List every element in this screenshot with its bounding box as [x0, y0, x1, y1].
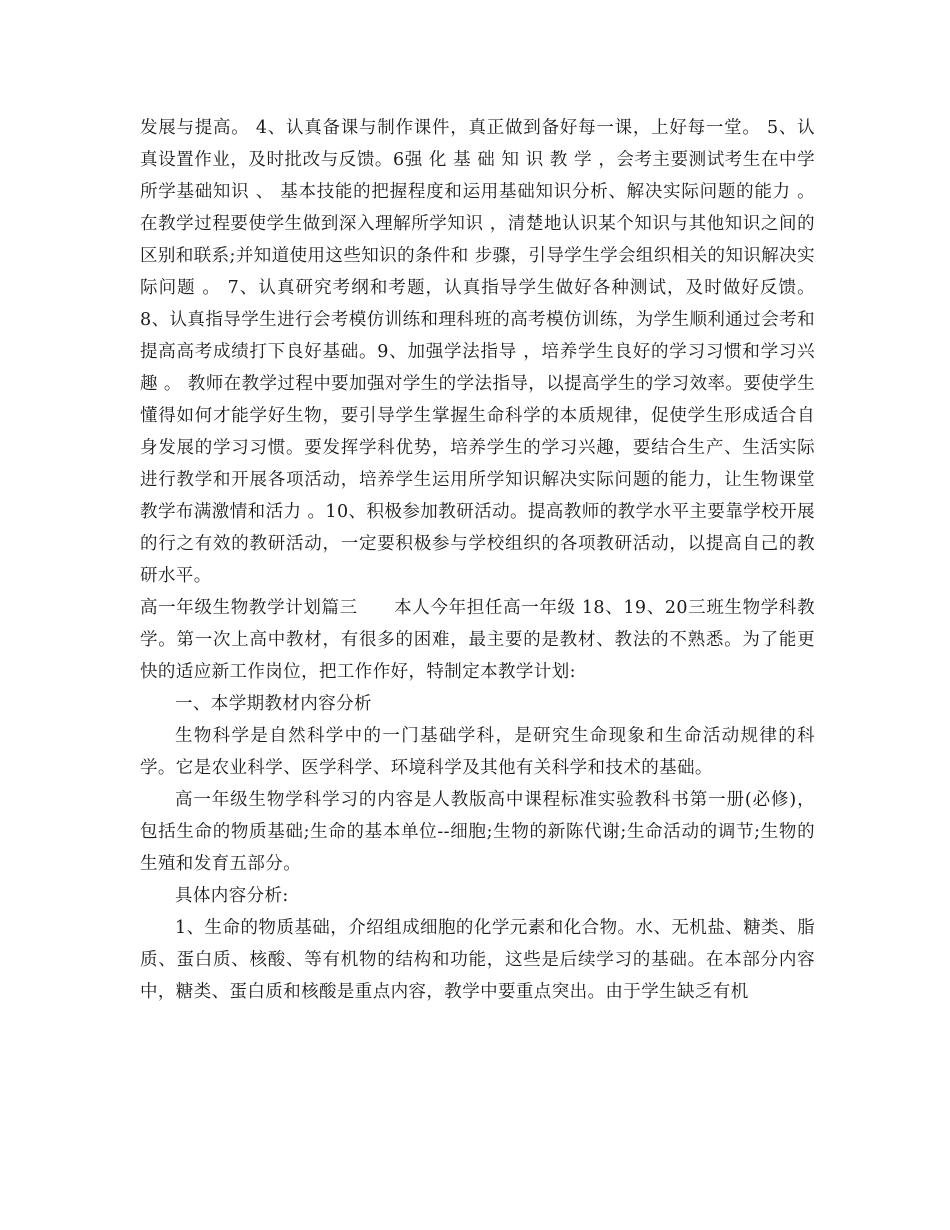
paragraph-specific-analysis-label: 具体内容分析: [175, 886, 289, 906]
paragraph-biology-science: 生物科学是自然科学中的一门基础学科，是研究生命现象和生命活动规律的科学。它是农业科学、医学科学、环境科学及其他有关科学和技术的基础。 [140, 726, 815, 778]
section-heading-textbook-analysis: 一、本学期教材内容分析 [175, 694, 372, 714]
document-body [140, 112, 815, 1008]
paragraph-plan-three-intro: 高一年级生物教学计划篇三 本人今年担任高一年级 18、19、20三班生物学科教学。第一次上高中教材，有很多的困难，最主要的是教材、教法的不熟悉。为了能更快的适应新工作岗位，把工作作好，特制定本教学计划: [140, 598, 815, 682]
paragraph-course-content: 高一年级生物学科学习的内容是人教版高中课程标准实验教科书第一册(必修)，包括生命的物质基础;生命的基本单位--细胞;生物的新陈代谢;生命活动的调节;生物的生殖和发育五部分。 [140, 790, 815, 874]
paragraph-continued-plan: 发展与提高。 4、认真备课与制作课件，真正做到备好每一课，上好每一堂。 5、认真设置作业，及时批改与反馈。6强 化 基 础 知 识 教 学 ，会考主要测试考生在中学所学基础知识 、 基本技能的把握程度和运用基础知识分析、解决实际问题的能力 。在教学过程要使学生做到深入理解所学知识 ，清楚地认识某个知识与其他知识之间的区别和联系;并知道使用这些知识的条件和 步骤，引导学生学会组织相关的知识解决实际问题 。 7、认真研究考纲和考题，认真指导学生做好各种测试，及时做好反馈。 8、认真指导学生进行会考模仿训练和理科班的高考模仿训练，为学生顺利通过会考和提高高考成绩打下良好基础。9、加强学法指导 ，培养学生良好的学习习惯和学习兴趣 。 教师在教学过程中要加强对学生的学法指导，以提高学生的学习效率。要使学生懂得如何才能学好生物，要引导学生掌握生命科学的本质规律，促使学生形成适合自身发展的学习习惯。要发挥学科优势，培养学生的学习兴趣，要结合生产、生活实际进行教学和开展各项活动，培养学生运用所学知识解决实际问题的能力，让生物课堂教学布满激情和活力 。10、积极参加教研活动。提高教师的教学水平主要靠学校开展的行之有效的教研活动，一定要积极参与学校组织的各项教研活动，以提高自己的教研水平。 [140, 118, 815, 586]
paragraph-material-basis: 1、生命的物质基础，介绍组成细胞的化学元素和化合物。水、无机盐、糖类、脂质、蛋白质、核酸、等有机物的结构和功能，这些是后续学习的基础。在本部分内容中，糖类、蛋白质和核酸是重点内容，教学中要重点突出。由于学生缺乏有机 [140, 918, 815, 1002]
